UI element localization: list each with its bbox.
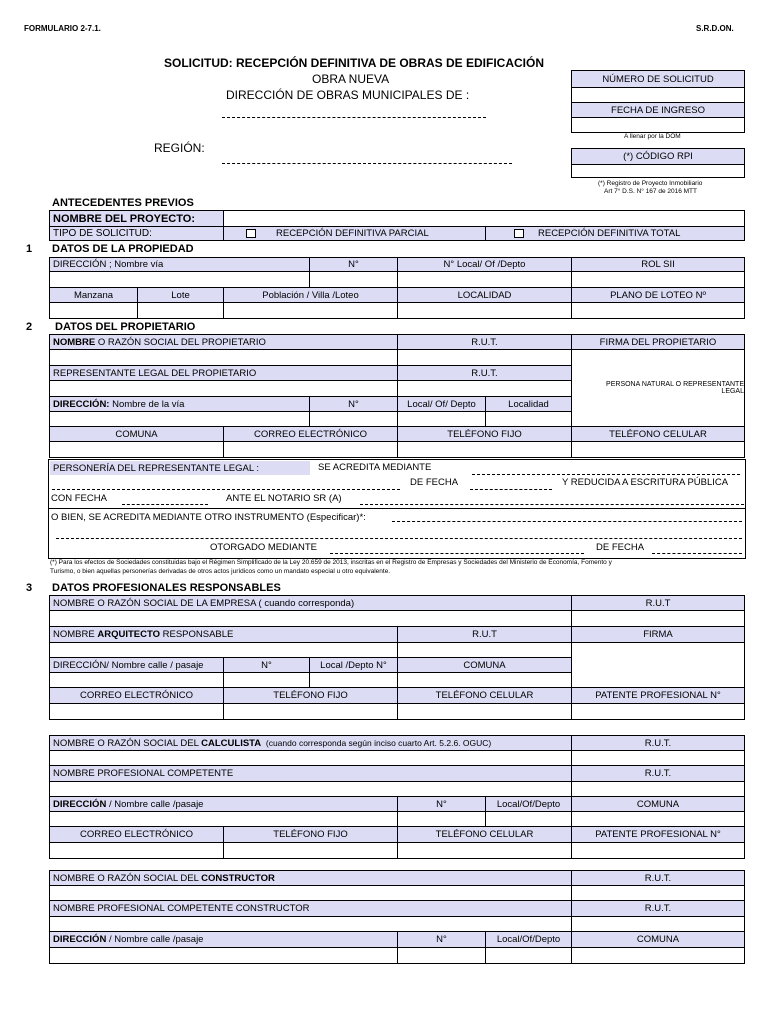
calculista-rut-label: R.U.T. bbox=[571, 735, 745, 751]
nombre-proyecto-label: NOMBRE DEL PROYECTO: bbox=[49, 210, 224, 227]
prop-celular-label: TELÉFONO CELULAR bbox=[571, 426, 745, 442]
arq-celular-field[interactable] bbox=[397, 703, 572, 720]
arq-correo-field[interactable] bbox=[49, 703, 224, 720]
prof-competente-rut-label: R.U.T. bbox=[571, 765, 745, 782]
arq-patente-field[interactable] bbox=[571, 703, 745, 720]
calculista-rut-field[interactable] bbox=[571, 750, 745, 766]
form-subtitle: OBRA NUEVA bbox=[312, 72, 390, 86]
rpi-note: (*) Registro de Proyecto Inmobiliario bbox=[598, 180, 703, 187]
arquitecto-rut-label: R.U.T bbox=[397, 626, 572, 643]
region-label: REGIÓN: bbox=[154, 141, 205, 155]
dom-line[interactable] bbox=[222, 117, 486, 118]
prop-comuna-field[interactable] bbox=[49, 441, 224, 458]
constructor-rut-label: R.U.T. bbox=[571, 870, 745, 886]
direccion-field[interactable] bbox=[49, 271, 310, 288]
personeria-label: PERSONERÍA DEL REPRESENTANTE LEGAL : bbox=[50, 461, 310, 475]
arquitecto-firma-label: FIRMA bbox=[571, 626, 745, 643]
dom-note: A llenar por la DOM bbox=[624, 133, 681, 140]
prof-competente-field[interactable] bbox=[49, 781, 572, 797]
calc-comuna-field[interactable] bbox=[571, 811, 745, 827]
cons-numero-field[interactable] bbox=[397, 947, 486, 964]
empresa-rut-field[interactable] bbox=[571, 610, 745, 627]
constructor-rut-field[interactable] bbox=[571, 885, 745, 901]
representante-rut-field[interactable] bbox=[397, 380, 572, 397]
prop-celular-field[interactable] bbox=[571, 441, 745, 458]
prop-numero-field[interactable] bbox=[309, 411, 398, 427]
poblacion-field[interactable] bbox=[223, 302, 398, 319]
prof-constructor-rut-label: R.U.T. bbox=[571, 900, 745, 917]
propietario-field[interactable] bbox=[49, 349, 398, 366]
localidad-field[interactable] bbox=[397, 302, 572, 319]
prop-direccion-label: DIRECCIÓN: Nombre de la vía bbox=[49, 396, 310, 412]
prof-competente-label: NOMBRE PROFESIONAL COMPETENTE bbox=[49, 765, 572, 782]
empresa-label: NOMBRE O RAZÓN SOCIAL DE LA EMPRESA ( cuando corresponda) bbox=[49, 595, 572, 611]
arq-direccion-label: DIRECCIÓN/ Nombre calle / pasaje bbox=[49, 657, 224, 673]
personeria-line[interactable] bbox=[52, 489, 400, 490]
calc-fijo-field[interactable] bbox=[223, 842, 398, 859]
cons-local-field[interactable] bbox=[485, 947, 572, 964]
acredita-label: SE ACREDITA MEDIANTE bbox=[318, 462, 432, 473]
numero-field[interactable] bbox=[309, 271, 398, 288]
calc-local-field[interactable] bbox=[485, 811, 572, 827]
rol-label: ROL SII bbox=[571, 257, 745, 272]
calc-comuna-label: COMUNA bbox=[571, 796, 745, 812]
calc-correo-field[interactable] bbox=[49, 842, 224, 859]
calculista-label: NOMBRE O RAZÓN SOCIAL DEL CALCULISTA (cuando corresponda según inciso cuarto Art. 5.2.6. OGUC) bbox=[49, 735, 572, 751]
calc-numero-field[interactable] bbox=[397, 811, 486, 827]
rpi-note-2: Art 7° D.S. N° 167 de 2016 MTT bbox=[604, 188, 697, 195]
parcial-option[interactable]: RECEPCIÓN DEFINITIVA PARCIAL bbox=[223, 226, 486, 241]
calc-celular-label: TELÉFONO CELULAR bbox=[397, 826, 572, 843]
dom-label: DIRECCIÓN DE OBRAS MUNICIPALES DE : bbox=[226, 88, 470, 102]
cons-comuna-label: COMUNA bbox=[571, 931, 745, 948]
prop-local-label: Local/ Of/ Depto bbox=[397, 396, 486, 412]
con-fecha-line[interactable] bbox=[122, 504, 208, 505]
cons-comuna-field[interactable] bbox=[571, 947, 745, 964]
arq-correo-label: CORREO ELECTRÓNICO bbox=[49, 687, 224, 704]
numero-solicitud-label: NÚMERO DE SOLICITUD bbox=[571, 70, 745, 88]
arq-comuna-label: COMUNA bbox=[397, 657, 572, 673]
obien-label: O BIEN, SE ACREDITA MEDIANTE OTRO INSTRUMENTO (Especificar)*: bbox=[51, 512, 366, 523]
region-line[interactable] bbox=[222, 163, 512, 164]
s2-heading: DATOS DEL PROPIETARIO bbox=[55, 321, 196, 333]
poblacion-label: Población / Villa /Loteo bbox=[223, 287, 398, 303]
firma-propietario-field[interactable] bbox=[571, 349, 745, 427]
obien-line[interactable] bbox=[392, 521, 742, 522]
prof-constructor-field[interactable] bbox=[49, 916, 572, 932]
arquitecto-label: NOMBRE ARQUITECTO RESPONSABLE bbox=[49, 626, 398, 643]
local-label: N° Local/ Of /Depto bbox=[397, 257, 572, 272]
calc-celular-field[interactable] bbox=[397, 842, 572, 859]
codigo-rpi-field[interactable] bbox=[571, 164, 745, 178]
manzana-field[interactable] bbox=[49, 302, 138, 319]
de-fecha-2-line[interactable] bbox=[652, 553, 742, 554]
antecedentes-heading: ANTECEDENTES PREVIOS bbox=[52, 197, 194, 209]
arq-local-label: Local /Depto N° bbox=[309, 657, 398, 673]
plano-field[interactable] bbox=[571, 302, 745, 319]
otorgado-label: OTORGADO MEDIANTE bbox=[210, 542, 317, 553]
prop-comuna-label: COMUNA bbox=[49, 426, 224, 442]
prof-constructor-label: NOMBRE PROFESIONAL COMPETENTE CONSTRUCTOR bbox=[49, 900, 572, 917]
arquitecto-field[interactable] bbox=[49, 642, 398, 658]
s1-heading: DATOS DE LA PROPIEDAD bbox=[52, 243, 194, 255]
arq-fijo-label: TELÉFONO FIJO bbox=[223, 687, 398, 704]
total-option[interactable]: RECEPCIÓN DEFINITIVA TOTAL bbox=[485, 226, 745, 241]
legal-note: LEGAL bbox=[721, 387, 744, 395]
firma-propietario-label: FIRMA DEL PROPIETARIO bbox=[571, 334, 745, 350]
calc-direccion-field[interactable] bbox=[49, 811, 398, 827]
calc-patente-label: PATENTE PROFESIONAL N° bbox=[571, 826, 745, 843]
direccion-label: DIRECCIÓN ; Nombre vía bbox=[49, 257, 310, 272]
empresa-rut-label: R.U.T bbox=[571, 595, 745, 611]
prop-fijo-label: TELÉFONO FIJO bbox=[397, 426, 572, 442]
prop-local-field[interactable] bbox=[397, 411, 486, 427]
arq-direccion-field[interactable] bbox=[49, 672, 224, 688]
prop-localidad-label: Localidad bbox=[485, 396, 572, 412]
arq-fijo-field[interactable] bbox=[223, 703, 398, 720]
parcial-checkbox[interactable] bbox=[246, 229, 256, 238]
calc-direccion-label: DIRECCIÓN / Nombre calle /pasaje bbox=[49, 796, 398, 812]
footnote-2: Turismo, o bien aquellas personerías derivadas de otros actos jurídicos como un mandato especial u otro equivalente. bbox=[50, 568, 391, 575]
arq-numero-label: N° bbox=[223, 657, 310, 673]
notario-line[interactable] bbox=[360, 504, 744, 505]
otorgado-line[interactable] bbox=[330, 553, 584, 554]
fecha-ingreso-field[interactable] bbox=[571, 117, 745, 133]
form-code: FORMULARIO 2-7.1. bbox=[24, 24, 101, 33]
calculista-field[interactable] bbox=[49, 750, 572, 766]
representante-field[interactable] bbox=[49, 380, 398, 397]
codigo-rpi-label: (*) CÓDIGO RPI bbox=[571, 148, 745, 165]
form-title: SOLICITUD: RECEPCIÓN DEFINITIVA DE OBRAS DE EDIFICACIÓN bbox=[164, 56, 545, 70]
lote-field[interactable] bbox=[137, 302, 224, 319]
propietario-rut-field[interactable] bbox=[397, 349, 572, 366]
cons-direccion-label: DIRECCIÓN / Nombre calle /pasaje bbox=[49, 931, 398, 948]
arq-local-field[interactable] bbox=[309, 672, 398, 688]
cons-direccion-field[interactable] bbox=[49, 947, 398, 964]
calc-fijo-label: TELÉFONO FIJO bbox=[223, 826, 398, 843]
prop-correo-label: CORREO ELECTRÓNICO bbox=[223, 426, 398, 442]
footnote-1: (*) Para los efectos de Sociedades constituidas bajo el Régimen Simplificado de la Ley 20.659 de 2013, inscritas en el Registro de Empresas y Sociedades del Ministerio de Economía, Fomento y bbox=[50, 559, 612, 566]
local-field[interactable] bbox=[397, 271, 572, 288]
acredita-line[interactable] bbox=[472, 474, 740, 475]
agency-code: S.R.D.ON. bbox=[696, 24, 734, 33]
constructor-field[interactable] bbox=[49, 885, 572, 901]
de-fecha-label: DE FECHA bbox=[410, 477, 459, 488]
arquitecto-rut-field[interactable] bbox=[397, 642, 572, 658]
total-checkbox[interactable] bbox=[514, 229, 524, 238]
propietario-rut-label: R.U.T. bbox=[397, 334, 572, 350]
prof-constructor-rut-field[interactable] bbox=[571, 916, 745, 932]
tipo-solicitud-label: TIPO DE SOLICITUD: bbox=[49, 226, 224, 241]
arquitecto-firma-field[interactable] bbox=[571, 642, 745, 688]
propietario-label: NOMBRE O RAZÓN SOCIAL DEL PROPIETARIO bbox=[49, 334, 398, 350]
notario-label: ANTE EL NOTARIO SR (A) bbox=[226, 493, 342, 504]
constructor-label: NOMBRE O RAZÓN SOCIAL DEL CONSTRUCTOR bbox=[49, 870, 572, 886]
s1-number: 1 bbox=[26, 243, 33, 255]
calc-patente-field[interactable] bbox=[571, 842, 745, 859]
arq-patente-label: PATENTE PROFESIONAL N° bbox=[571, 687, 745, 704]
personeria-divider bbox=[48, 508, 746, 509]
arq-comuna-field[interactable] bbox=[397, 672, 572, 688]
calc-numero-label: N° bbox=[397, 796, 486, 812]
numero-label: N° bbox=[309, 257, 398, 272]
rol-field[interactable] bbox=[571, 271, 745, 288]
prop-direccion-field[interactable] bbox=[49, 411, 310, 427]
reducida-label: Y REDUCIDA A ESCRITURA PÚBLICA bbox=[562, 477, 729, 488]
arq-numero-field[interactable] bbox=[223, 672, 310, 688]
prop-fijo-field[interactable] bbox=[397, 441, 572, 458]
empresa-field[interactable] bbox=[49, 610, 572, 627]
fecha-ingreso-label: FECHA DE INGRESO bbox=[571, 102, 745, 118]
con-fecha-label: CON FECHA bbox=[51, 493, 107, 504]
manzana-label: Manzana bbox=[49, 287, 138, 303]
persona-natural-note: PERSONA NATURAL O REPRESENTANTE bbox=[606, 380, 744, 388]
prop-correo-field[interactable] bbox=[223, 441, 398, 458]
cons-local-label: Local/Of/Depto bbox=[485, 931, 572, 948]
prop-numero-label: N° bbox=[309, 396, 398, 412]
s3-heading: DATOS PROFESIONALES RESPONSABLES bbox=[52, 582, 281, 594]
representante-label: REPRESENTANTE LEGAL DEL PROPIETARIO bbox=[49, 365, 398, 381]
prop-localidad-field[interactable] bbox=[485, 411, 572, 427]
obien-line-2[interactable] bbox=[56, 538, 742, 539]
arq-celular-label: TELÉFONO CELULAR bbox=[397, 687, 572, 704]
lote-label: Lote bbox=[137, 287, 224, 303]
de-fecha-2-label: DE FECHA bbox=[596, 542, 645, 553]
calc-correo-label: CORREO ELECTRÓNICO bbox=[49, 826, 224, 843]
plano-label: PLANO DE LOTEO Nº bbox=[571, 287, 745, 303]
numero-solicitud-field[interactable] bbox=[571, 87, 745, 103]
representante-rut-label: R.U.T. bbox=[397, 365, 572, 381]
nombre-proyecto-field[interactable] bbox=[223, 210, 745, 227]
calc-local-label: Local/Of/Depto bbox=[485, 796, 572, 812]
s3-number: 3 bbox=[26, 582, 33, 594]
s2-number: 2 bbox=[26, 321, 33, 333]
localidad-label: LOCALIDAD bbox=[397, 287, 572, 303]
de-fecha-line[interactable] bbox=[470, 489, 552, 490]
cons-numero-label: N° bbox=[397, 931, 486, 948]
prof-competente-rut-field[interactable] bbox=[571, 781, 745, 797]
